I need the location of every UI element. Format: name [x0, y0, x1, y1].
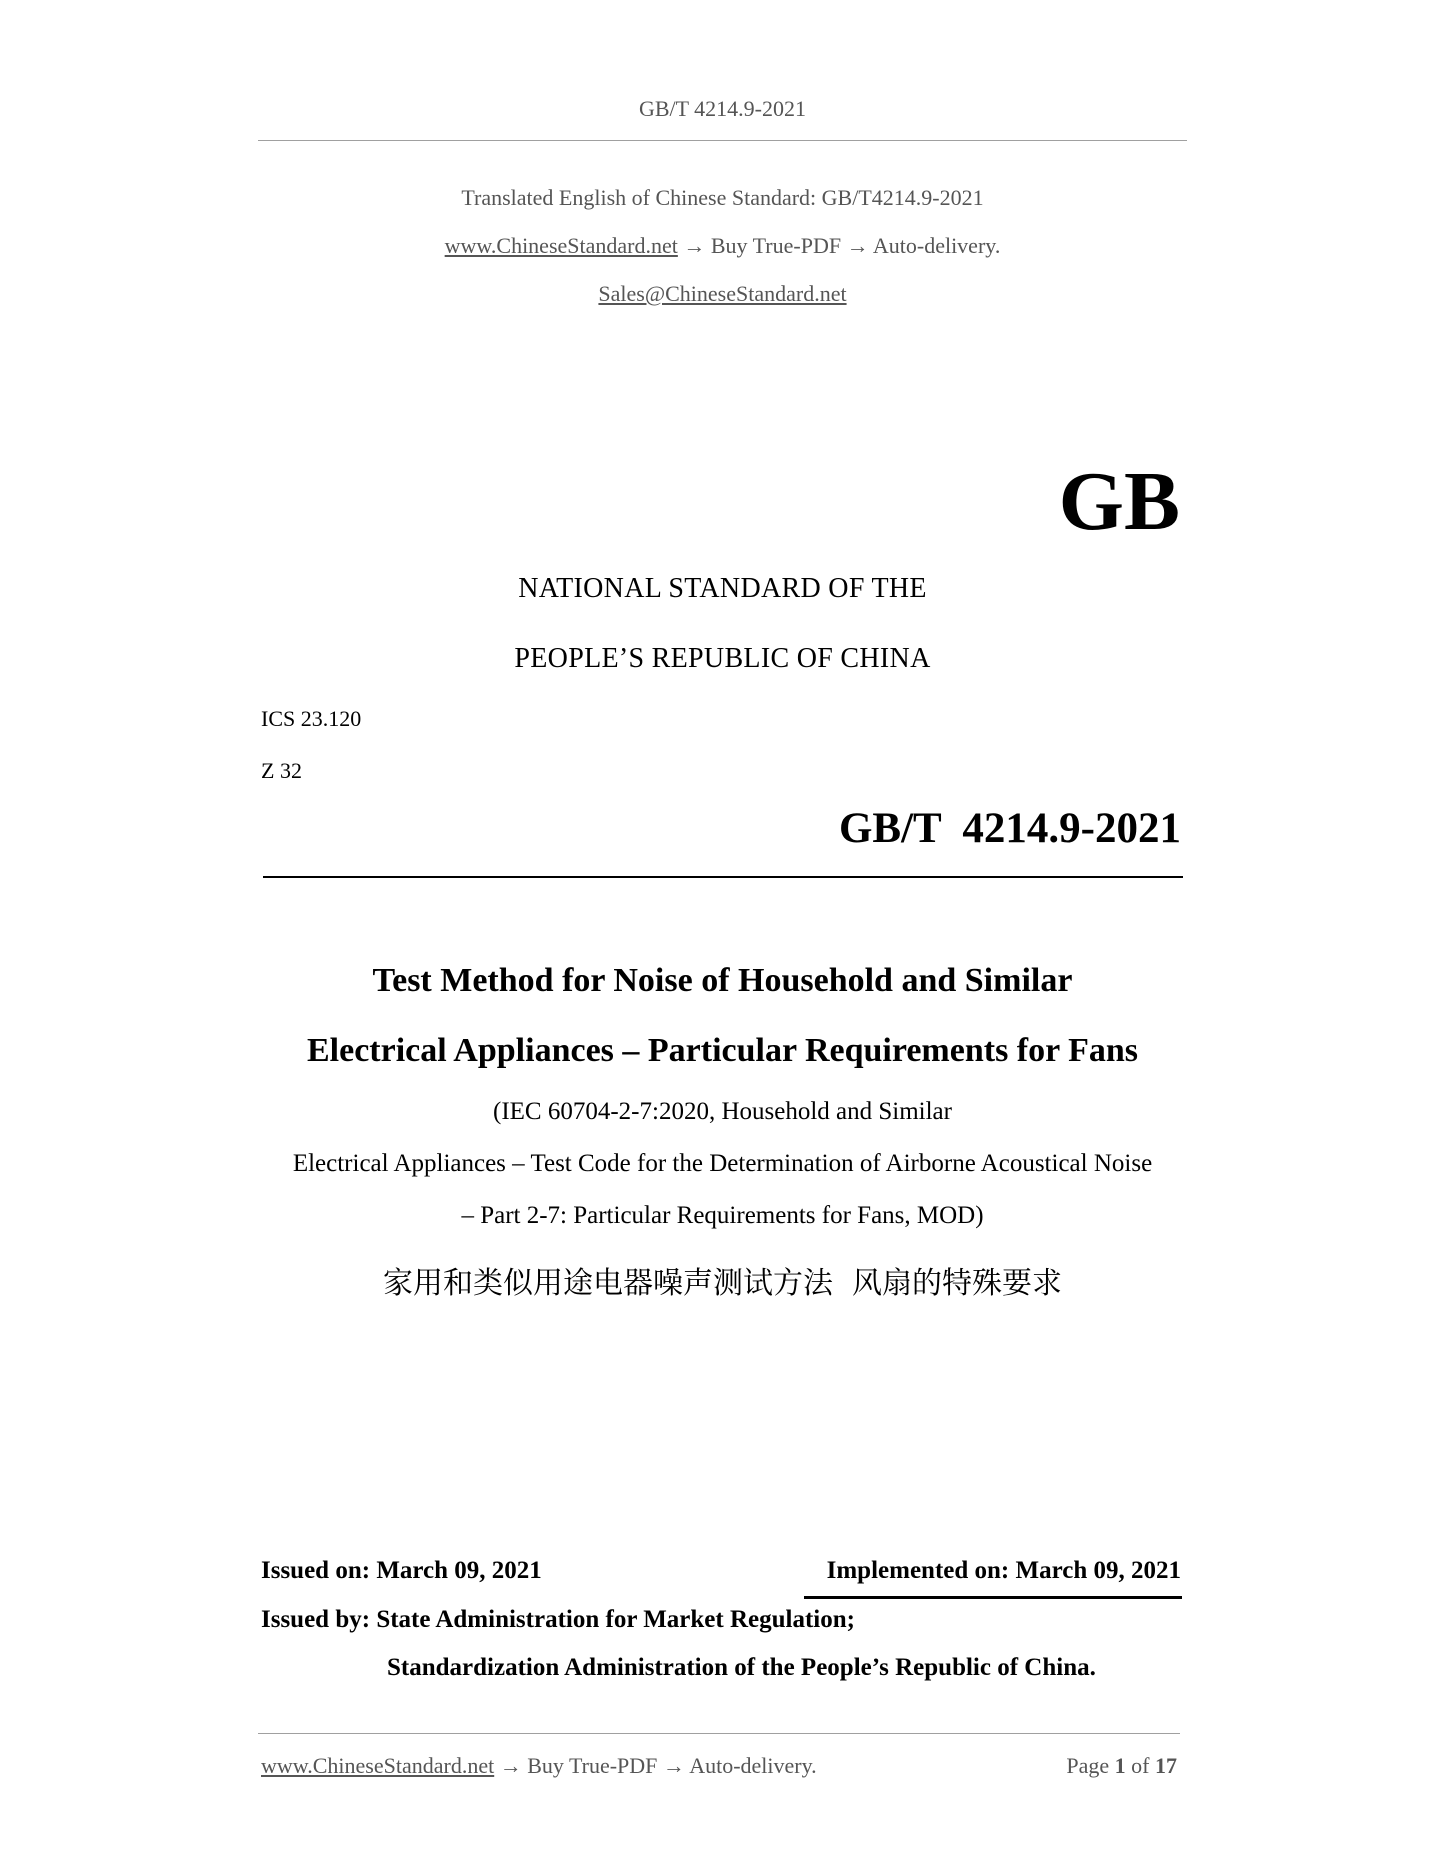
footer-buy-text: → Buy True-PDF → Auto-delivery. [494, 1753, 817, 1778]
adoption-line2: Electrical Appliances – Test Code for the Determination of Airborne Acoustical Noise [292, 1150, 1153, 1177]
page-indicator [1066, 1753, 1177, 1779]
title-line2: Electrical Appliances – Particular Requirements for Fans [306, 1032, 1139, 1069]
standard-number: GB/T 4214.9-2021 [838, 805, 1181, 852]
header-divider [258, 140, 1187, 141]
issued-on-date: Issued on: March 09, 2021 [261, 1557, 542, 1584]
footer-site-link[interactable]: www.ChineseStandard.net [261, 1753, 495, 1778]
issued-by-second: Standardization Administration of the People’s Republic of China. [387, 1654, 1096, 1681]
promo-site-link[interactable]: www.ChineseStandard.net [444, 233, 678, 258]
title-line1: Test Method for Noise of Household and Similar [372, 962, 1073, 999]
page-label: Page [1066, 1753, 1110, 1778]
promo-buy-text: → Buy True-PDF → Auto-delivery. [677, 233, 1001, 258]
adoption-line1: (IEC 60704-2-7:2020, Household and Similar [493, 1098, 952, 1125]
issue-divider [804, 1596, 1182, 1599]
chinese-title: 家用和类似用途电器噪声测试方法 风扇的特殊要求 [382, 1266, 1063, 1301]
promo-buy-line [0, 233, 1445, 259]
footer-promo [261, 1753, 817, 1779]
of-label: of [1131, 1753, 1150, 1778]
page-total: 17 [1155, 1753, 1177, 1778]
page-number: 1 [1114, 1753, 1126, 1778]
standard-number-divider [263, 876, 1183, 878]
gb-logo: GB [1058, 455, 1180, 548]
promo-translated-line: Translated English of Chinese Standard: GB/T4214.9-2021 [461, 185, 984, 210]
implemented-on-date: Implemented on: March 09, 2021 [826, 1557, 1181, 1584]
promo-email-link[interactable]: Sales@ChineseStandard.net [598, 281, 847, 306]
national-standard-line1: NATIONAL STANDARD OF THE [518, 573, 927, 604]
z-code: Z 32 [261, 758, 302, 783]
promo-email-line [0, 281, 1445, 307]
adoption-line3: – Part 2-7: Particular Requirements for Fans, MOD) [461, 1202, 984, 1229]
running-header: GB/T 4214.9-2021 [638, 96, 807, 121]
footer-divider [258, 1733, 1180, 1734]
national-standard-line2: PEOPLE’S REPUBLIC OF CHINA [514, 643, 931, 674]
issued-by: Issued by: State Administration for Market Regulation; [261, 1606, 855, 1633]
ics-code: ICS 23.120 [261, 706, 362, 731]
